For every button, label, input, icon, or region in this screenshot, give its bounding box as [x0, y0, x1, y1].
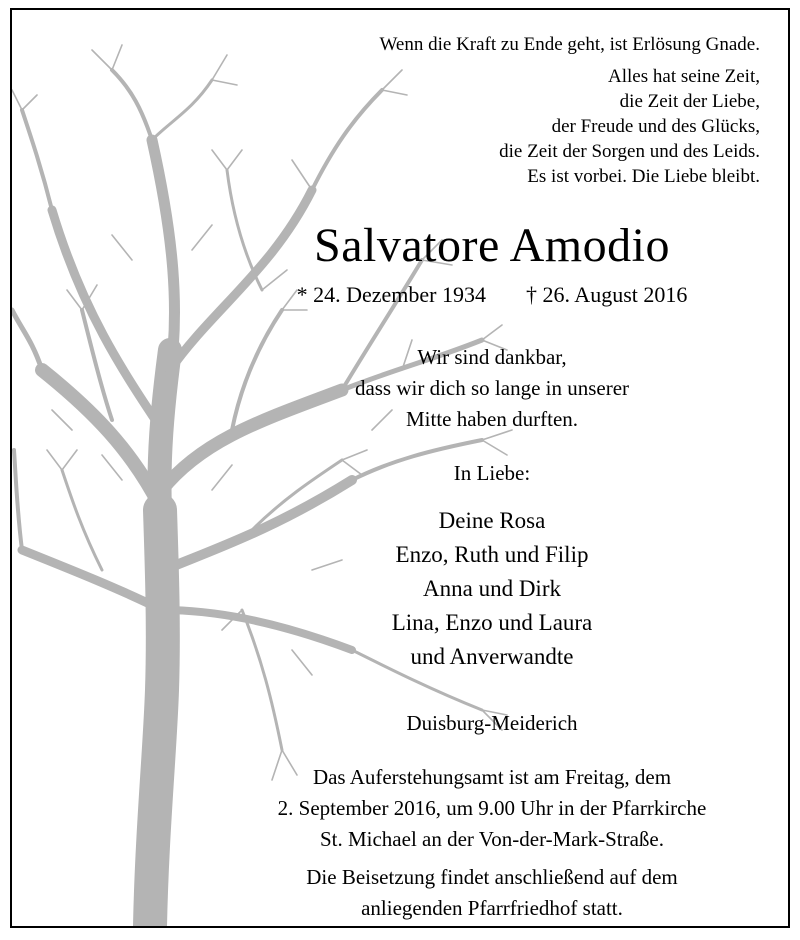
service-line: Das Auferstehungsamt ist am Freitag, dem [312, 765, 672, 789]
burial-line: anliegenden Pfarrfriedhof statt. [361, 896, 623, 920]
burial-info [162, 862, 790, 924]
mourner-name: Anna und Dirk [423, 576, 561, 601]
poem-line: Es ist vorbei. Die Liebe bleibt. [527, 166, 760, 187]
gratitude-text [162, 342, 790, 435]
motto-line: Wenn die Kraft zu Ende geht, ist Erlösung Gnade. [379, 34, 760, 55]
service-line: 2. September 2016, um 9.00 Uhr in der Pfarrkirche [277, 796, 707, 820]
poem-line: der Freude und des Glücks, [551, 116, 760, 137]
service-line: St. Michael an der Von-der-Mark-Straße. [319, 827, 665, 851]
deceased-name: Salvatore Amodio [314, 219, 670, 272]
poem-line: die Zeit der Liebe, [619, 91, 760, 112]
poem-line: die Zeit der Sorgen und des Leids. [499, 141, 760, 162]
mourner-name: Enzo, Ruth und Filip [395, 542, 589, 567]
service-info [162, 762, 790, 855]
in-love-label: In Liebe: [453, 461, 531, 485]
obituary-notice [10, 8, 790, 928]
mourner-name: Deine Rosa [438, 508, 546, 533]
birth-date: * 24. Dezember 1934 [296, 282, 487, 307]
mourner-name: Lina, Enzo und Laura [391, 610, 593, 635]
gratitude-line: dass wir dich so lange in unserer [354, 376, 630, 400]
poem-line: Alles hat seine Zeit, [608, 66, 760, 87]
life-dates [162, 280, 790, 310]
gratitude-line: Wir sind dankbar, [417, 345, 567, 369]
death-date: † 26. August 2016 [526, 282, 688, 307]
mourners-list [162, 504, 790, 674]
burial-line: Die Beisetzung findet anschließend auf dem [306, 865, 678, 889]
poem [499, 64, 760, 189]
place: Duisburg-Meiderich [406, 711, 578, 735]
mourner-name: und Anverwandte [410, 644, 574, 669]
gratitude-line: Mitte haben durften. [405, 407, 579, 431]
